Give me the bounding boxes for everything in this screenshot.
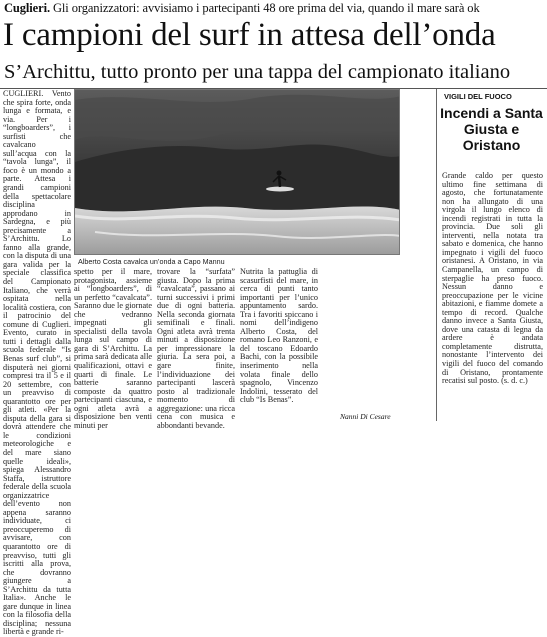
article-column-2 (74, 268, 152, 430)
surf-photo (74, 89, 400, 255)
article-subhead: S’Archittu, tutto pronto per una tappa del campionato italiano (4, 61, 511, 83)
column-2-text: spetto per il mare, protagonista, assieme ai “longboarders”, di un perfetto “cavalcata”. Saranno due le giornate che vedranno impegnati gli specialisti della tavola lunga sul campo di gara di S’Archittu. La prima sarà dedicata alle qualificazioni, ottavi e quarti di finale. Le batterie saranno composte da quattro partecipanti ciascuna, e ogni atleta avrà a disposizione ben venti minuti per (74, 267, 152, 430)
column-3-text: trovare la “surfata” giusta. Dopo la prima “cavalcata”, passano ai turni successivi i primi due di ogni batteria. Nella seconda giornata semifinali e finali. Ogni atleta avrà trenta minuti a disposizione per impressionare la giuria. La sera poi, a gare finite, l’individuazione dei partecipanti lascerà posto al tradizionale momento di aggregazione: una ricca cena con musica e abbondanti bevande. (157, 267, 235, 430)
sidebar-text: Grande caldo per questo ultimo fine settimana di agosto, che fortunatamente non ha allungato di una virgola il lungo elenco di incendi registrati in tutta la provincia. Due soli gli interventi, nella notata tra sabato e domenica, che hanno impegnato i vigili del fuoco oristanesi. A Oristano, in via Campanella, un campo di sterpaglie ha preso fuoco. Nessun danno e preoccupazione per le vicine abitazioni, e fiamme domete a tempo di record. Qualche danno invece a Santa Giusta, dove una catasta di legna da ardere è andata completamente distrutta, nonostante l’intervento dei vigili del fuoco del comando di Oristano, prontamente recatisi sul posto. (s. d. c.) (442, 171, 543, 386)
sidebar-kicker: VIGILI DEL FUOCO (444, 92, 512, 101)
column-1-text: CUGLIERI. Vento che spira forte, onda lunga e formata, e via. Per i “longboarders”, i surfisti che cavalcano sull’acqua con la “tavola lunga”, il foco è un mondo a parte. Attesa i grandi campioni della spettacolare disciplina approdano in Sardegna, e più precisamente a S’Archittu. Lo fanno alla grande, con la disputa di una gara valida per la speciale classifica del Campionato Italiano, che verrà ospitata nella località costiera, con il patrocinio del comune di Cuglieri. Evento, curato in tutti i dettagli dalla scuola federale “Is Benas surf club”, si disputerà nei giorni compresi tra il 5 e il 20 settembre, con un preavviso di quarantotto ore per gli atleti. «Per la disputa della gara si dovrà attendere che le condizioni meteorologiche e del mare siano quelle ideali», spiega Alessandro Staffa, istruttore federale della scuola organizzatrice dell’evento non appena saranno individuate, ci preoccuperemo di avvisare, con quarantotto ore di preavviso, tutti gli iscritti alla prova, che dovranno giungere a S’Archittu da tutta Italia». Anche le gare dunque in linea con la filosofia della disciplina; nessuna libertà e grande ri- (3, 89, 71, 637)
article-headline: I campioni del surf in attesa dell’onda (3, 17, 496, 53)
surf-photo-image (75, 90, 400, 255)
article-column-4 (240, 268, 318, 405)
sidebar-column (442, 172, 543, 386)
kicker-text: Gli organizzatori: avvisiamo i partecipanti 48 ore prima del via, quando il mare sarà ok (49, 1, 480, 15)
article-signature: Nanni Di Cesare (340, 412, 391, 421)
sidebar-title: Incendi a Santa Giusta e Oristano (440, 105, 543, 153)
kicker-place: Cuglieri. (4, 1, 50, 15)
photo-caption: Alberto Costa cavalca un’onda a Capo Mannu (78, 257, 225, 266)
article-column-3 (157, 268, 235, 430)
sidebar-rule (436, 89, 437, 421)
column-4-text: Nutrita la pattuglia di scasurfisti del mare, in cerca di punti tanto importanti per l’unico appuntamento sardo. Tra i favoriti spiccano i nomi dell’indigeno Alberto Costa, del romano Leo Ranzoni, e del toscano Edoardo Bachi, con la possibile inserimento nella volata finale dello spagnolo, Vincenzo Indolini, tesserato del club “Is Benas”. (240, 267, 318, 405)
article-kicker (4, 1, 480, 16)
article-column-1 (3, 90, 71, 637)
